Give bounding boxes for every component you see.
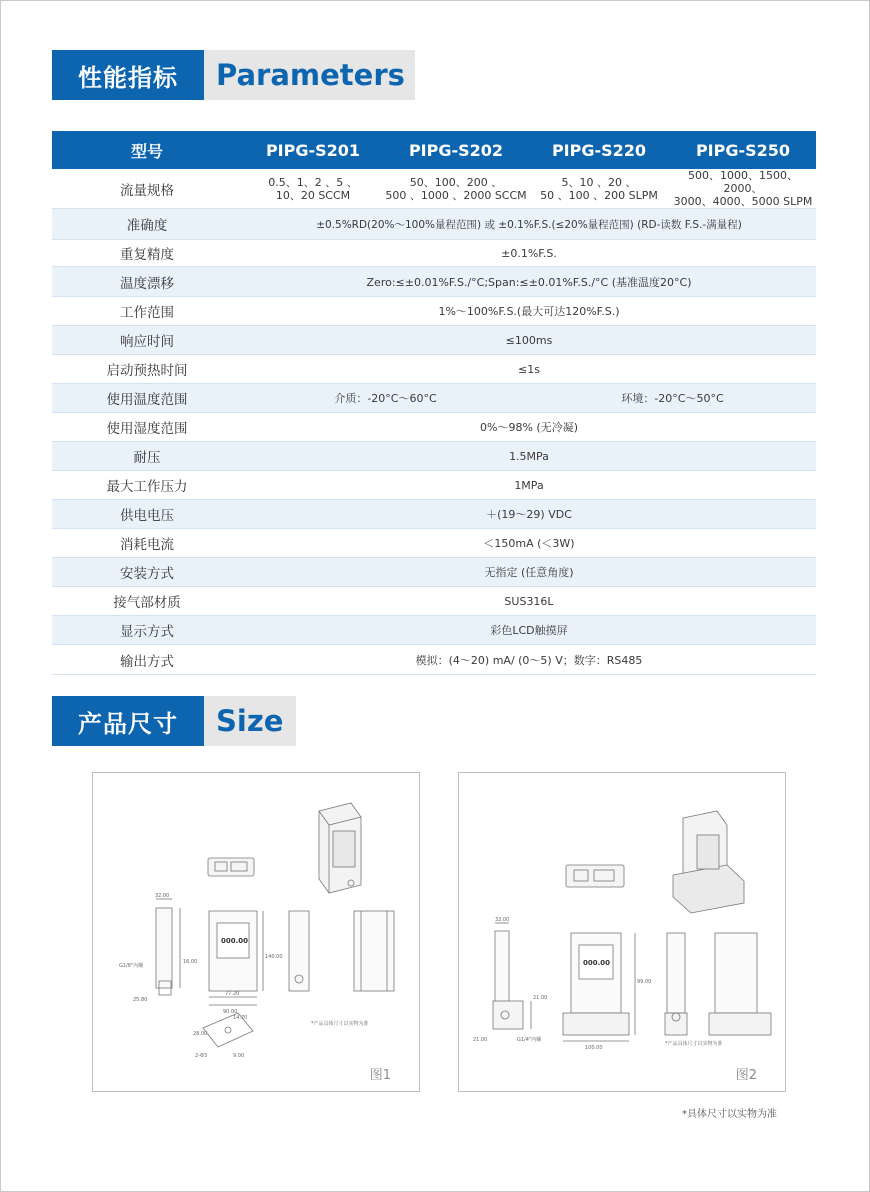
table-row <box>52 442 816 471</box>
section-title-cn: 产品尺寸 <box>52 696 204 746</box>
header-s201: PIPG-S201 <box>242 131 384 169</box>
figure-caption: 图2 <box>735 1068 757 1083</box>
row-label: 输出方式 <box>120 653 174 670</box>
table-header-row <box>52 131 816 169</box>
range-line: 50、100、200 、 <box>409 175 503 189</box>
dim-label: 77.20 <box>225 991 240 997</box>
section-title-cn: 性能指标 <box>52 50 204 100</box>
row-label: 消耗电流 <box>120 537 174 553</box>
row-label: 供电电压 <box>52 500 242 529</box>
row-value: ±0.1%F.S. <box>501 246 557 260</box>
row-value: 1.5MPa <box>242 442 816 471</box>
dim-label: G1/4"内螺 <box>517 1037 542 1043</box>
row-label: 流量规格 <box>120 182 174 199</box>
range-line: 500、1000、1500、2000、 <box>688 169 798 195</box>
dim-label: 99.00 <box>637 979 652 985</box>
table-row <box>52 240 816 267</box>
range-s202 <box>384 169 528 209</box>
dim-label: 32.00 <box>495 917 510 923</box>
row-value <box>242 384 816 413</box>
row-label: 接气部材质 <box>113 595 181 611</box>
row-label: 响应时间 <box>52 326 242 355</box>
table-row <box>52 267 816 297</box>
row-label: 温度漂移 <box>52 267 242 297</box>
header-s202: PIPG-S202 <box>384 131 528 169</box>
dim-label: 100.00 <box>585 1045 603 1051</box>
table-row <box>52 471 816 500</box>
table-row <box>52 645 816 675</box>
section-header-size <box>52 696 296 746</box>
dim-label: 21.00 <box>533 995 548 1001</box>
figure-caption: 图1 <box>369 1068 391 1083</box>
table-row <box>52 355 816 384</box>
row-label: 使用温度范围 <box>52 384 242 413</box>
row-label: 耐压 <box>52 442 242 471</box>
table-row <box>52 558 816 587</box>
row-value: SUS316L <box>504 594 554 608</box>
dimension-drawing-1 <box>93 773 421 1093</box>
dim-label: G1/8"内螺 <box>119 963 144 969</box>
row-label: 安装方式 <box>52 558 242 587</box>
dim-label: 140.00 <box>265 954 283 960</box>
row-label: 重复精度 <box>120 247 174 263</box>
dimension-drawing-2 <box>459 773 787 1093</box>
section-title-en: Parameters <box>204 50 415 100</box>
row-value: 1%～100%F.S.(最大可达120%F.S.) <box>438 305 620 318</box>
row-value: ≤1s <box>518 362 540 376</box>
row-label: 显示方式 <box>52 616 242 645</box>
row-value: 无指定 (任意角度) <box>242 558 816 587</box>
row-value: 模拟：(4～20) mA/ (0～5) V；数字：RS485 <box>415 653 643 667</box>
table-row <box>52 209 816 240</box>
dim-label: 32.00 <box>155 893 170 899</box>
medium-temp: 介质：-20°C～60°C <box>334 392 437 405</box>
range-s201 <box>242 169 384 209</box>
dim-label: 2-Φ3 <box>195 1053 208 1059</box>
header-model: 型号 <box>52 131 242 169</box>
table-row <box>52 326 816 355</box>
dim-label: 28.00 <box>193 1031 208 1037</box>
dim-label: 25.80 <box>133 997 148 1003</box>
row-value: ＋(19～29) VDC <box>242 500 816 529</box>
row-label: 最大工作压力 <box>106 479 188 495</box>
header-s220: PIPG-S220 <box>528 131 670 169</box>
dim-label: 14.70 <box>233 1015 248 1021</box>
ambient-temp: 环境：-20°C～50°C <box>621 392 724 405</box>
row-value: 1MPa <box>514 478 544 492</box>
table-row <box>52 297 816 326</box>
section-title-en: Size <box>204 696 296 746</box>
dim-label: 16.00 <box>183 959 198 965</box>
parameters-table <box>52 131 816 675</box>
header-s250: PIPG-S250 <box>670 131 816 169</box>
dimension-figure-2 <box>458 772 786 1092</box>
row-label: 使用湿度范围 <box>106 421 188 437</box>
table-row <box>52 384 816 413</box>
range-line: 500 、1000 、2000 SCCM <box>385 188 527 202</box>
range-s220 <box>528 169 670 209</box>
split-value <box>242 390 816 406</box>
table-row <box>52 413 816 442</box>
figure-note: *产品具体尺寸以实物为准 <box>665 1041 723 1047</box>
row-value: 0%～98% (无冷凝) <box>480 421 578 434</box>
table-row <box>52 616 816 645</box>
display-reading: 000.00 <box>583 959 611 967</box>
display-reading: 000.00 <box>221 937 249 945</box>
table-row <box>52 587 816 616</box>
range-s250 <box>670 169 816 209</box>
dim-label: 9.00 <box>233 1053 245 1059</box>
dim-label: 90.00 <box>223 1009 238 1015</box>
row-value: Zero:≤±0.01%F.S./°C;Span:≤±0.01%F.S./°C (基准温度20°C) <box>242 267 816 297</box>
row-label: 工作范围 <box>120 305 174 321</box>
dim-label: 21.00 <box>473 1037 488 1043</box>
table-row <box>52 500 816 529</box>
row-label: 启动预热时间 <box>106 363 188 379</box>
row-label: 准确度 <box>52 209 242 240</box>
range-line: 10、20 SCCM <box>275 188 351 202</box>
range-line: 50 、100 、200 SLPM <box>540 188 658 202</box>
row-value: ＜150mA (＜3W) <box>483 537 575 550</box>
range-line: 3000、4000、5000 SLPM <box>673 195 813 208</box>
table-row <box>52 529 816 558</box>
range-line: 0.5、1、2 、5 、 <box>268 175 358 189</box>
dimension-figure-1 <box>92 772 420 1092</box>
range-line: 5、10 、20 、 <box>561 175 637 189</box>
row-value: ±0.5%RD(20%～100%量程范围) 或 ±0.1%F.S.(≤20%量程范围) (RD-读数 F.S.-满量程) <box>242 209 816 240</box>
footnote: *具体尺寸以实物为准 <box>682 1109 777 1120</box>
row-value: ≤100ms <box>242 326 816 355</box>
row-value: 彩色LCD触摸屏 <box>242 616 816 645</box>
figure-note: *产品具体尺寸以实物为准 <box>311 1021 369 1027</box>
section-header-parameters <box>52 50 415 100</box>
table-row <box>52 169 816 209</box>
